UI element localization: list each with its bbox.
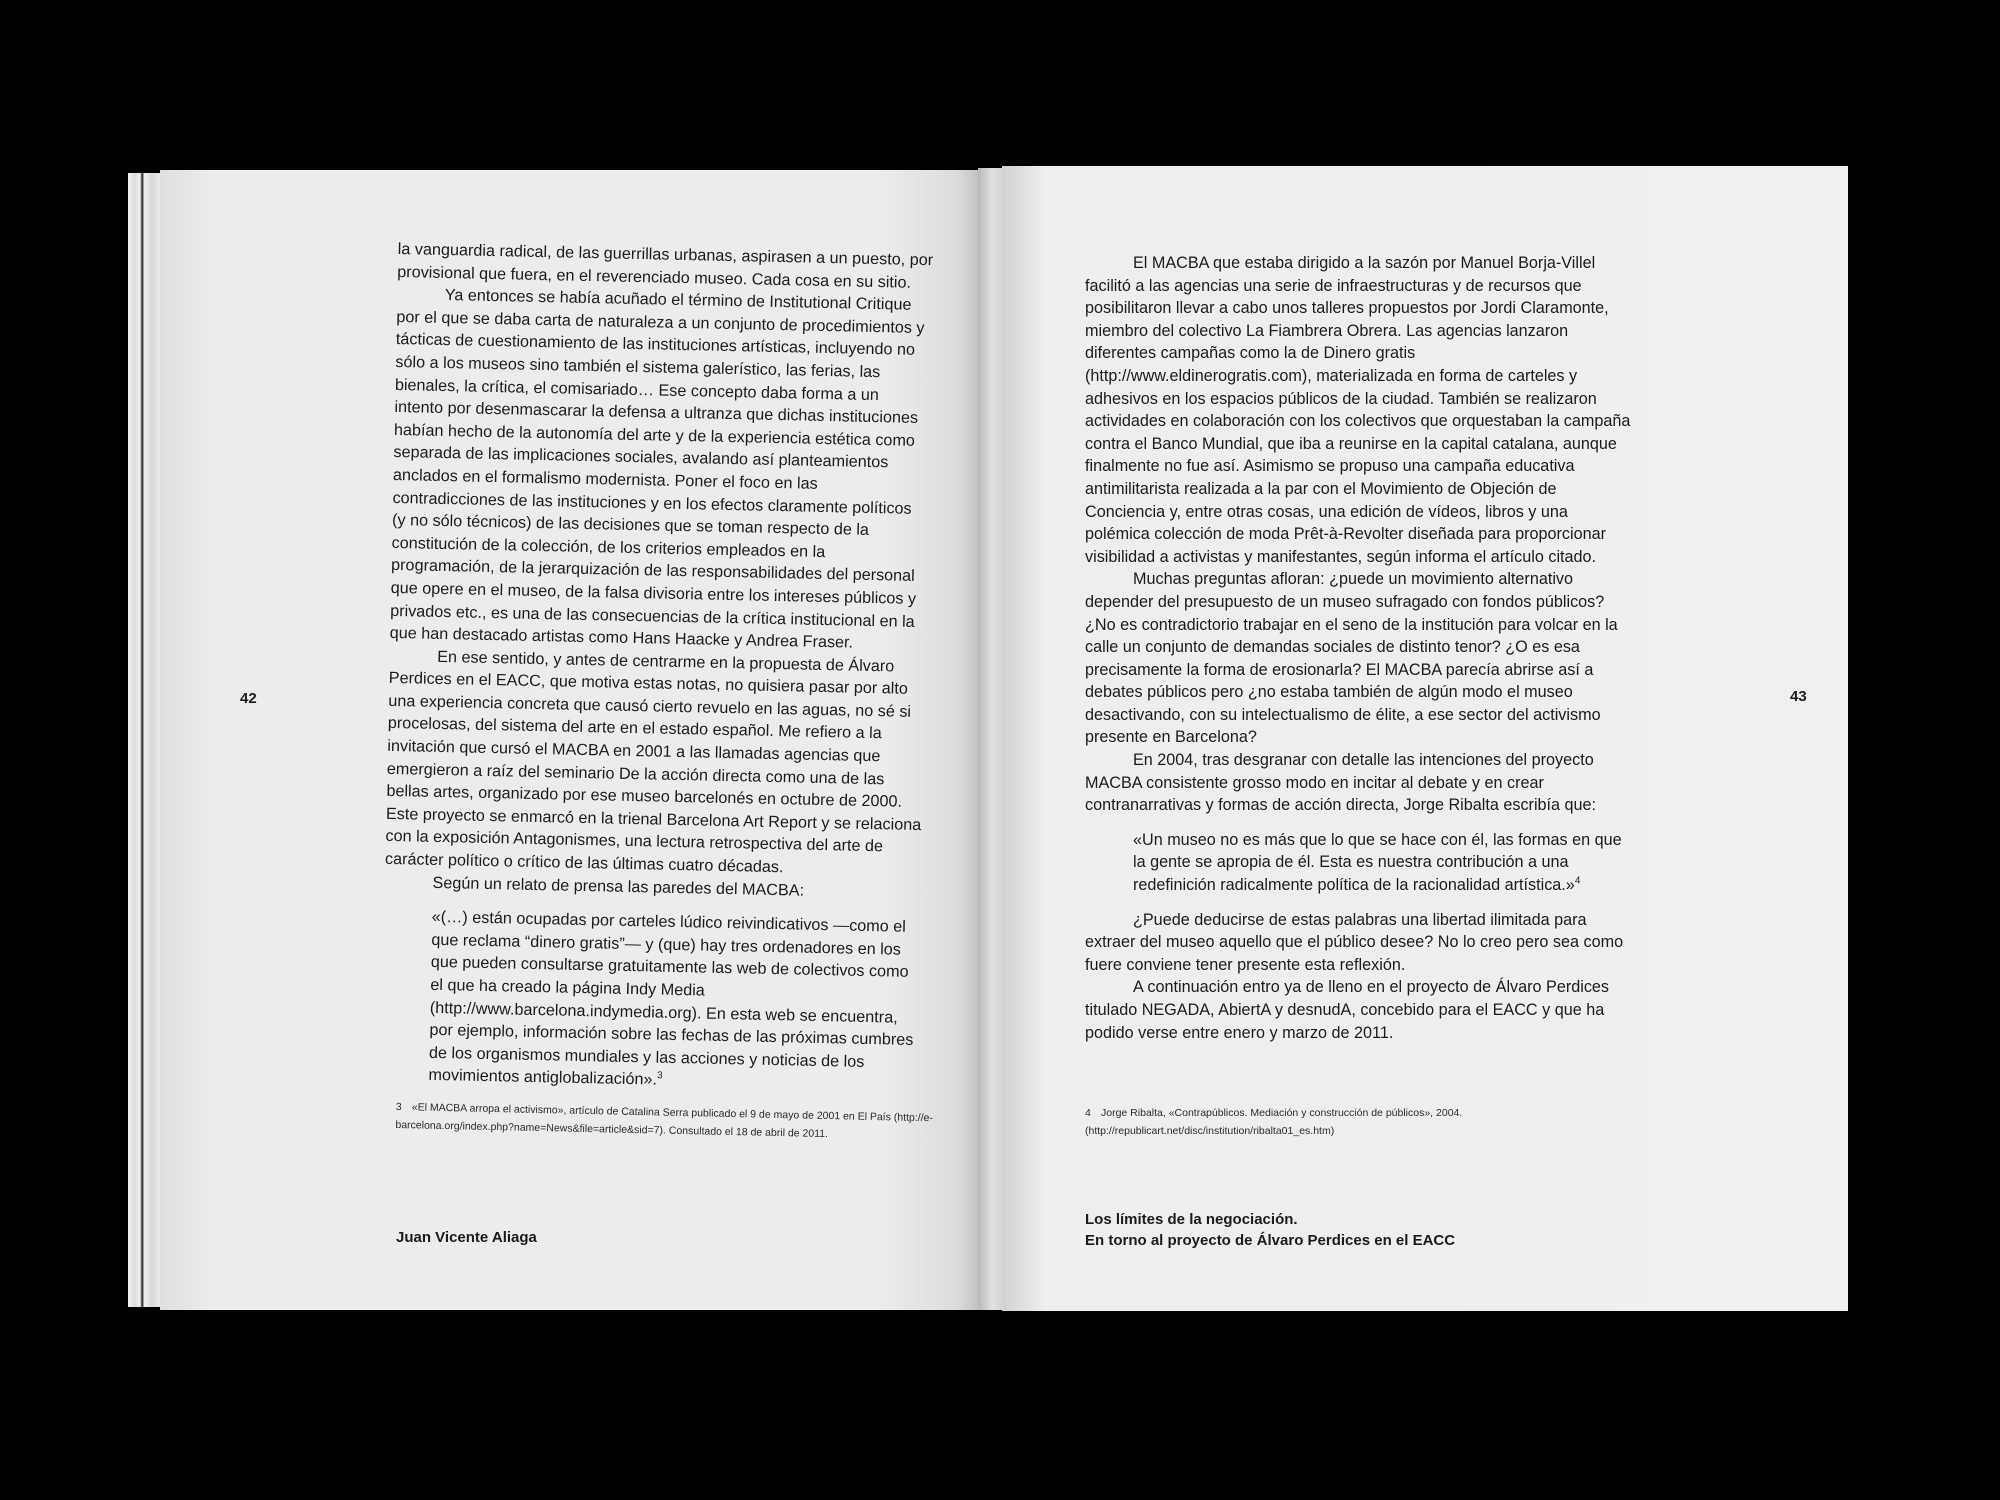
left-body-text — [380, 238, 934, 1109]
footnote-number: 3 — [395, 1100, 402, 1114]
footnote-mark: 3 — [656, 1070, 663, 1082]
footnote-mark: 4 — [1574, 875, 1581, 887]
paragraph: En 2004, tras desgranar con detalle las intenciones del proyecto MACBA consistente grosso modo en incitar al debate y en crear contranarrativas y formas de acción directa, Jorge Ribalta escribía que: — [1085, 751, 1597, 815]
footnote-number: 4 — [1085, 1107, 1091, 1119]
running-footer-line: Los límites de la negociación. — [1085, 1211, 1298, 1228]
running-footer-author: Juan Vicente Aliaga — [396, 1229, 537, 1246]
right-body-text — [1085, 252, 1633, 1044]
footnote-right — [1085, 1104, 1645, 1140]
paragraph: ¿Puede deducirse de estas palabras una libertad ilimitada para extraer del museo aquello que el público desee? No lo creo pero sea como fuere conviene tener presente esta reflexión. — [1085, 910, 1624, 974]
paragraph: la vanguardia radical, de las guerrillas urbanas, aspirasen a un puesto, por provisional que fuera, en el reverenciado museo. Cada cosa en su sitio. — [397, 239, 934, 292]
paragraph: Ya entonces se había acuñado el término de Institutional Critique por el que se daba carta de naturaleza a un conjunto de procedimientos y tácticas de cuestionamiento de las instituciones artísticas, incluyendo no sólo a los museos sino también el sistema galerístico, las ferias, las bienales, la crítica, el comisariado… Ese concepto daba forma a un intento por desenmascarar la defensa a ultranza que dichas instituciones habían hecho de la autonomía del arte y de la experiencia estética como separada de las implicaciones sociales, avalando así planteamientos anclados en el formalismo modernista. Poner el foco en las contradicciones de las instituciones y en los efectos claramente políticos (y no sólo técnicos) de las decisiones que se toman respecto de la constitución de la colección, de los criterios empleados en la programación, de la jerarquización de las responsabilidades del personal que opere en el museo, de la falsa divisoria entre los intereses públicos y privados etc., es una de las consecuencias de la crítica institucional en la que han destacado artistas como Hans Haacke y Andrea Fraser. — [389, 286, 925, 652]
quote-text: «Un museo no es más que lo que se hace con él, las formas en que la gente se apropia de él. Esta es nuestra contribución a una redefinición radicalmente política de la racionalidad artística.» — [1133, 830, 1622, 895]
footnote-text: «El MACBA arropa el activismo», artículo de Catalina Serra publicado el 9 de mayo de 2001 en El País (http://e-barcelona.org/index.php?name=News&file=article&sid=7). Consultado el 18 de abril de 2011. — [395, 1101, 934, 1141]
running-footer-line: En torno al proyecto de Álvaro Perdices en el EACC — [1085, 1232, 1456, 1249]
book-gutter — [978, 168, 1006, 1310]
quote-text: «(…) están ocupadas por carteles lúdico reivindicativos —como el que reclama “dinero gratis”— y (que) hay tres ordenadores en los que pueden consultarse gratuitamente las web de colectivos como el que ha creado la página Indy Media (http://www.barcelona.indymedia.org). En esta web se encuentra, por ejemplo, información sobre las fechas de las próximas cumbres de los organismos mundiales y las acciones y noticias de los movimientos antiglobalización». — [428, 908, 914, 1089]
footnote-text: Jorge Ribalta, «Contrapúblicos. Mediación y construcción de públicos», 2004. (http://republicart.net/disc/institution/ribalta01_es.htm) — [1085, 1107, 1463, 1137]
paragraph: Según un relato de prensa las paredes del MACBA: — [432, 873, 805, 900]
paragraph: El MACBA que estaba dirigido a la sazón por Manuel Borja-Villel facilitó a las agencias una serie de infraestructuras y de recursos que posibilitaron llevar a cabo unos talleres propuestos por Jordi Claramonte, miembro del colectivo La Fiambrera Obrera. Las agencias lanzaron diferentes campañas como la de Dinero gratis (http://www.eldinerogratis.com), materializada en forma de carteles y adhesivos en los espacios públicos de la ciudad. También se realizaron actividades en colaboración con los colectivos que orquestaban la campaña contra el Banco Mundial, que iba a reunirse en la capital catalana, aunque finalmente no fue así. Asimismo se propuso una campaña educativa antimilitarista realizada a la par con el Movimiento de Objeción de Conciencia y, entre otras cosas, una edición de vídeos, libros y una polémica colección de moda Prêt-à-Revolter diseñada para proporcionar visibilidad a activistas y manifestantes, según informa el artículo citado. — [1085, 254, 1631, 566]
running-footer-title — [1085, 1209, 1455, 1251]
paragraph: En ese sentido, y antes de centrarme en la propuesta de Álvaro Perdices en el EACC, que motiva estas notas, no quisiera pasar por alto una experiencia concreta que causó cierto revuelo en las aguas, no sé si procelosas, del sistema del arte en el estado español. Me refiero a la invitación que cursó el MACBA en 2001 a las llamadas agencias que emergieron a raíz del seminario De la acción directa como una de las bellas artes, organizado por ese museo barcelonés en octubre de 2000. Este proyecto se enmarcó en la trienal Barcelona Art Report y se relaciona con la exposición Antagonismes, una lectura retrospectiva del arte de carácter político o crítico de las últimas cuatro décadas. — [384, 647, 922, 877]
paragraph: A continuación entro ya de lleno en el proyecto de Álvaro Perdices titulado NEGADA, AbiertA y desnudA, concebido para el EACC y que ha podido verse entre enero y marzo de 2011. — [1085, 978, 1610, 1042]
page-edge-stack — [128, 173, 162, 1307]
paragraph: Muchas preguntas afloran: ¿puede un movimiento alternativo depender del presupuesto de un museo sufragado con fondos públicos? ¿No es contradictorio trabajar en el seno de la institución para volcar en la calle un conjunto de demandas sociales de distinto tenor? ¿O es esa precisamente la forma de erosionarla? El MACBA parecía abrirse así a debates públicos pero ¿no estaba también de algún modo el museo desactivando, con su intelectualismo de élite, a ese sector del activismo presente en Barcelona? — [1085, 570, 1618, 747]
block-quote — [380, 905, 920, 1097]
block-quote — [1085, 829, 1633, 897]
page-number-right: 43 — [1790, 688, 1807, 705]
page-number-left: 42 — [240, 690, 257, 707]
